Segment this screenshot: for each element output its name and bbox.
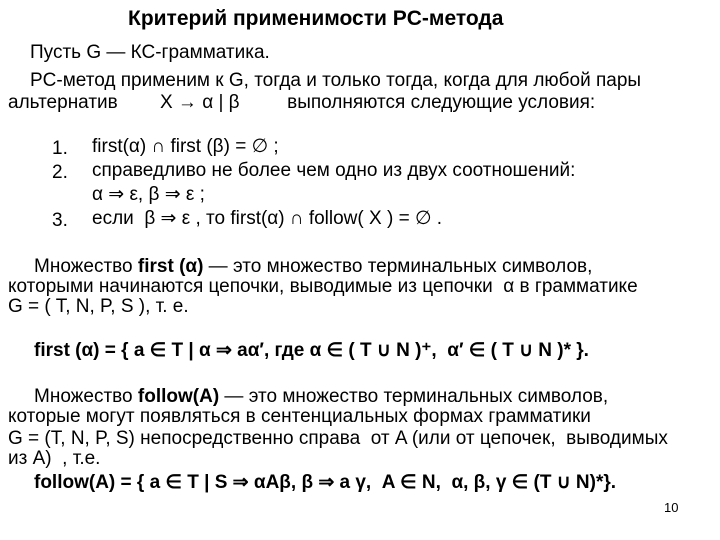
first-def-suffix: — это множество терминальных символов, xyxy=(203,256,593,277)
first-def-prefix: Множество xyxy=(34,256,138,277)
first-def-line-3: G = ( T, N, P, S ), т. е. xyxy=(8,296,189,317)
follow-def-prefix: Множество xyxy=(34,386,138,407)
condition-number: 3. xyxy=(52,210,68,231)
intro-line-3: альтернатив X → α | β выполняются следующие условия: xyxy=(8,92,596,113)
condition-text: α ⇒ ε, β ⇒ ε ; xyxy=(92,184,205,205)
condition-text: справедливо не более чем одно из двух соотношений: xyxy=(92,160,576,181)
follow-formula: follow(A) = { a ∈ T | S ⇒ αAβ, β ⇒ a γ, A ∈ N, α, β, γ ∈ (T ∪ N)*}. xyxy=(34,472,617,493)
follow-def-term: follow(A) xyxy=(137,386,220,407)
follow-def-line-4: из A) , т.е. xyxy=(8,448,101,469)
condition-number: 2. xyxy=(52,162,68,183)
page-number: 10 xyxy=(664,500,679,515)
slide-title: Критерий применимости PC-метода xyxy=(128,7,504,30)
first-def-line-2: которыми начинаются цепочки, выводимые из цепочки α в грамматике xyxy=(8,276,638,297)
condition-text: first(α) ∩ first (β) = ∅ ; xyxy=(92,136,279,157)
follow-def-suffix: — это множество терминальных символов, xyxy=(219,386,609,407)
condition-text: если β ⇒ ε , то first(α) ∩ follow( X ) = ∅ . xyxy=(92,208,443,229)
intro-line-1: Пусть G — КС-грамматика. xyxy=(30,42,270,63)
follow-def-line-1 xyxy=(34,386,608,408)
first-formula: first (α) = { a ∈ T | α ⇒ aα′, где α ∈ ( T ∪ N )⁺, α′ ∈ ( T ∪ N )* }. xyxy=(34,340,589,361)
follow-def-line-3: G = (T, N, P, S) непосредственно справа от A (или от цепочек, выводимых xyxy=(8,428,668,449)
first-def-line-1 xyxy=(34,256,592,278)
first-def-term: first (α) xyxy=(137,256,204,277)
intro-line-2: PC-метод применим к G, тогда и только тогда, когда для любой пары xyxy=(30,70,642,91)
condition-number: 1. xyxy=(52,138,68,159)
follow-def-line-2: которые могут появляться в сентенциальных формах грамматики xyxy=(8,406,591,427)
